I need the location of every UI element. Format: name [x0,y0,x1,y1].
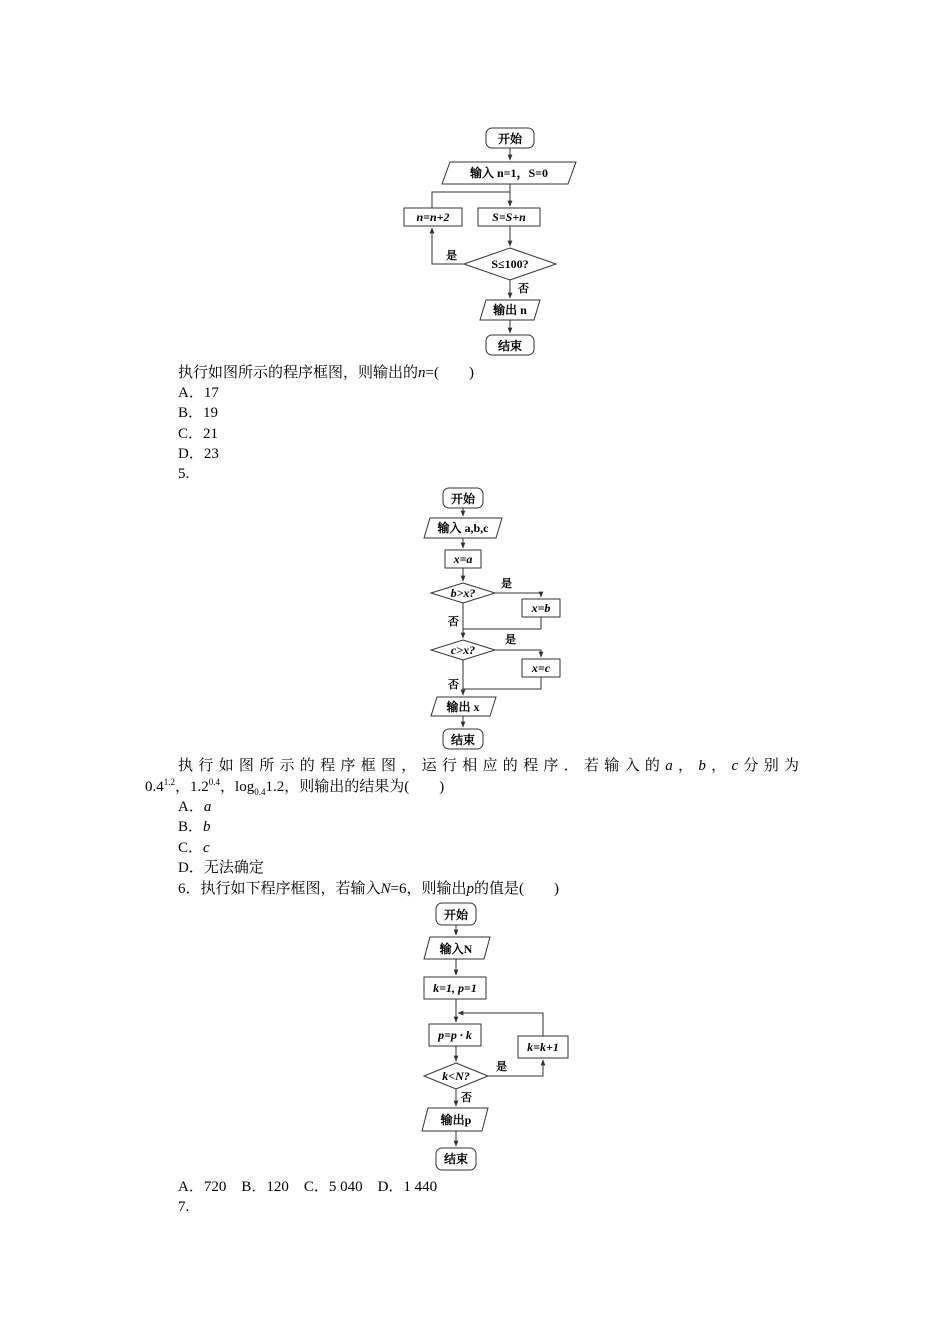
q5-option-a-label: A． [178,799,204,815]
fc2-cond2-text: c>x? [450,643,476,657]
q5-val3-log: log [235,779,255,795]
q4-stem-var: n [418,365,426,381]
q5-val3-arg: 1.2 [265,779,285,795]
fc2-input-text: 输入 a,b,c [437,521,489,535]
q5-option-c-value: c [203,840,210,856]
q5-comma-2: ， [711,758,732,774]
q5-stem-tail2: ，则输出的结果为( ) [284,779,445,795]
fc1-input-text: 输入 n=1，S=0 [469,166,549,180]
q5-stem-tail1: 分别为 [743,758,805,774]
q5-comma-4: ， [220,779,236,795]
q5-option-b-label: B． [178,819,204,835]
q4-option-b: B．19 [178,405,219,421]
q6-stem-mid: =6，则输出 [390,881,467,897]
fc1-yes-label: 是 [446,250,457,262]
q7-number: 7. [178,1199,190,1215]
q5-option-d-label: D． [178,860,204,876]
fc1-sum-text: S=S+n [492,210,526,224]
fc2-end-text: 结束 [450,733,476,747]
fc3-init-text: k=1, p=1 [433,981,477,995]
fc2-cond1-text: b>x? [450,586,476,600]
q4-option-c: C．21 [178,426,219,442]
fc1-cond-text: S≤100? [491,257,529,271]
q5-var-c: c [731,758,744,774]
q5-comma-3: ， [175,779,191,795]
q5-val2-base: 1.2 [190,779,209,795]
fc3-cond-text: k<N? [442,1069,470,1083]
q5-option-c-label: C． [178,840,204,856]
q4-option-d: D．23 [178,446,219,462]
fc3-no: 否 [461,1092,472,1104]
fc3-body-text: p=p · k [438,1028,472,1042]
q5-var-b: b [698,758,712,774]
q5-comma-1: ， [678,758,699,774]
q4-stem-tail: =( ) [425,365,474,381]
q5-option-d-value: 无法确定 [203,860,264,876]
fc2-output-text: 输出 x [446,700,480,714]
fc1-start-text: 开始 [497,132,523,146]
q6-stem-var2: p [466,881,474,897]
fc3-end-text: 结束 [443,1152,469,1166]
fc2-no2: 否 [448,679,459,691]
q5-number: 5. [178,466,190,482]
fc3-input-text: 输入N [439,942,473,956]
q6-stem-pre: 6．执行如下程序框图，若输入 [178,881,381,897]
fc3-output-text: 输出p [440,1113,472,1127]
q5-stem-text: 执行如图所示的程序框图，运行相应的程序．若输入的 [178,758,666,774]
q5-val3-sub: 0.4 [254,787,266,797]
q5-val1-base: 0.4 [145,779,164,795]
fc2-act1-text: x=b [531,601,551,615]
fc1-end-text: 结束 [497,339,523,353]
fc2-act2-text: x=c [531,661,551,675]
fc1-output-text: 输出 n [493,303,527,317]
fc2-yes1: 是 [501,578,512,590]
fc3-start-text: 开始 [443,908,469,922]
fc2-assign-text: x=a [453,552,473,566]
fc3-inc-text: k=k+1 [527,1040,559,1054]
fc1-no-label: 否 [518,283,529,295]
q6-stem-var: N [380,881,391,897]
fc2-yes2: 是 [505,634,516,646]
fc2-start-text: 开始 [450,492,476,506]
fc2-no1: 否 [448,616,459,628]
q5-val2-exp: 0.4 [208,777,221,787]
q4-stem-text: 执行如图所示的程序框图，则输出的 [178,365,419,381]
fc1-inc-text: n=n+2 [416,210,450,224]
q5-var-a: a [665,758,679,774]
q4-option-a: A．17 [178,385,219,401]
q5-val1-exp: 1.2 [163,777,175,787]
q5-option-b-value: b [203,819,211,835]
q6-stem-tail: 的值是( ) [474,881,559,897]
fc3-yes: 是 [496,1061,507,1073]
q5-option-a-value: a [203,799,212,815]
q6-options: A．720 B．120 C．5 040 D．1 440 [178,1179,438,1195]
